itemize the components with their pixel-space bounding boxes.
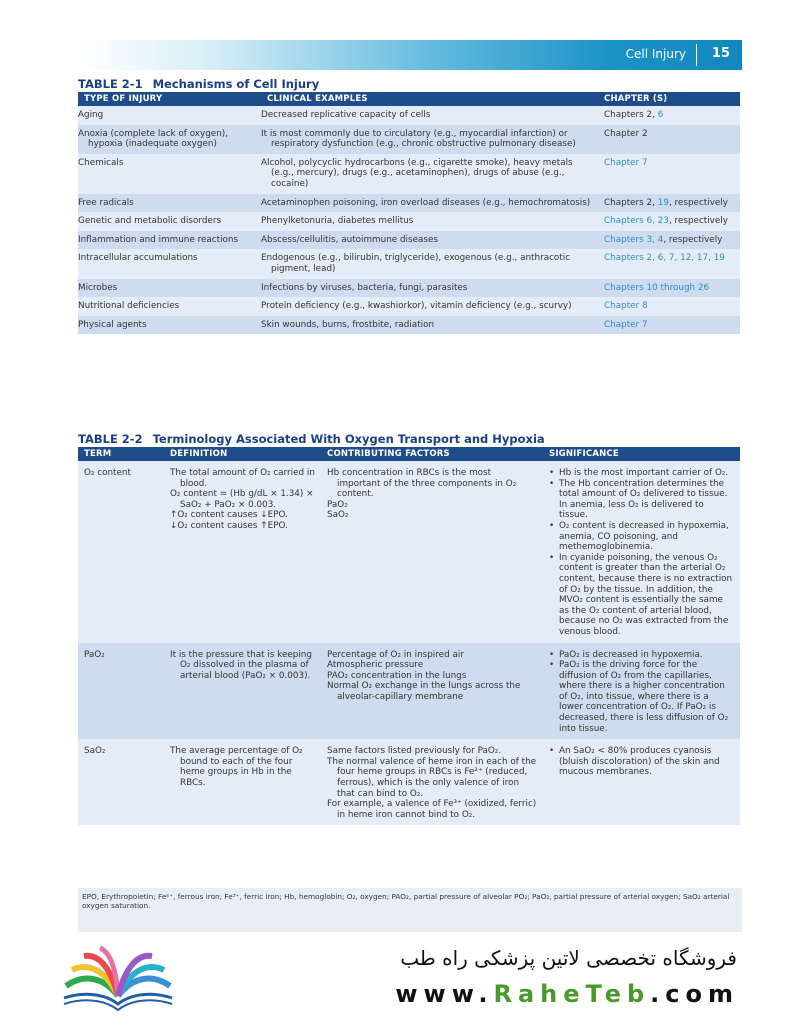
clinical-examples: Abscess/cellulitis, autoimmune diseases [261, 231, 598, 250]
chapter-ref [598, 249, 740, 278]
significance-item: • In cyanide poisoning, the venous O₂ content is greater than the arterial O₂ content, because there is no extraction of O₂ by the tissue. In addition, the MVO₂ content is essentially the same as the O₂ content of arterial blood, because no O₂ was extracted from the venous blood. [549, 553, 734, 638]
chapter-prefix: Chapter 2 [604, 128, 648, 139]
chapter-ref [598, 194, 740, 213]
clinical-examples: Decreased replicative capacity of cells [261, 106, 598, 125]
clinical-examples: Phenylketonuria, diabetes mellitus [261, 212, 598, 231]
significance-item: • PaO₂ is the driving force for the diffusion of O₂ from the capillaries, where there is a higher concentration of O₂, into tissue, where there is a lower concentration of O₂. If PaO₂ is decreased, there is less diffusion of O₂ into tissue. [549, 660, 734, 734]
chapter-link[interactable]: Chapter 7 [604, 157, 648, 168]
table-number: TABLE 2-1 [78, 77, 143, 91]
chapter-ref [598, 106, 740, 125]
injury-type: Anoxia (complete lack of oxygen), hypoxia (inadequate oxygen) [78, 125, 261, 154]
chapter-link[interactable]: 6 [657, 110, 664, 120]
significance [543, 739, 740, 825]
table-row [78, 461, 740, 643]
table-mechanisms-cell-injury [78, 76, 740, 334]
injury-type: Chemicals [78, 154, 261, 194]
column-header: CHAPTER (S) [598, 92, 740, 106]
chapter-suffix: , respectively [668, 216, 728, 227]
chapter-ref [598, 316, 740, 335]
column-header: DEFINITION [164, 447, 321, 461]
table-row [78, 231, 740, 250]
contributing-factors [321, 461, 543, 643]
injury-type: Physical agents [78, 316, 261, 335]
factor-line: PAO₂ concentration in the lungs [327, 670, 467, 681]
factor-line: For example, a valence of Fe³⁺ (oxidized, ferric) in heme iron cannot bind to O₂. [327, 799, 537, 820]
definition [164, 739, 321, 825]
chapter-prefix: Chapters 2, [604, 110, 658, 120]
table-row [78, 297, 740, 316]
table-row [78, 249, 740, 278]
chapter-title: Cell Injury [625, 47, 686, 61]
shop-url[interactable] [395, 980, 739, 1008]
table-row [78, 106, 740, 125]
factor-line: Atmospheric pressure [327, 660, 424, 671]
chapter-suffix: , respectively [668, 197, 728, 208]
injury-type: Aging [78, 106, 261, 125]
table-number: TABLE 2-2 [78, 432, 143, 446]
factor-line: Same factors listed previously for PaO₂. [327, 746, 502, 757]
definition-line: ↓O₂ content causes ↑EPO. [170, 520, 288, 531]
significance-item: • An SaO₂ < 80% produces cyanosis (bluish discoloration) of the skin and mucous membranes. [549, 746, 734, 778]
definition [164, 643, 321, 740]
table-row [78, 279, 740, 298]
chapter-ref [598, 212, 740, 231]
definition-line: The average percentage of O₂ bound to each of the four heme groups in Hb in the RBCs. [170, 746, 303, 789]
chapter-suffix: , respectively [663, 234, 723, 245]
shop-name: فروشگاه تخصصی لاتین پزشکی راه طب [400, 946, 737, 970]
significance-list [549, 468, 734, 638]
significance [543, 643, 740, 740]
clinical-examples: Skin wounds, burns, frostbite, radiation [261, 316, 598, 335]
injury-type: Intracellular accumulations [78, 249, 261, 278]
term: SaO₂ [78, 739, 164, 825]
factor-line: Normal O₂ exchange in the lungs across the alveolar-capillary membrane [327, 681, 521, 702]
chapter-ref [598, 154, 740, 194]
significance-item: • PaO₂ is decreased in hypoxemia. [549, 650, 734, 661]
factor-line: The normal valence of heme iron in each of the four heme groups in RBCs is Fe²⁺ (reduced, ferrous), which is the only valence of iron that can bind to O₂. [327, 756, 537, 799]
column-header: CONTRIBUTING FACTORS [321, 447, 543, 461]
table-caption: Terminology Associated With Oxygen Transport and Hypoxia [152, 432, 545, 446]
chapter-link[interactable]: Chapter 8 [604, 301, 648, 312]
url-brand: RaheTeb [493, 980, 651, 1008]
url-suffix: .com [650, 980, 739, 1008]
column-header: CLINICAL EXAMPLES [261, 92, 598, 106]
table-row [78, 739, 740, 825]
page-number: 15 [711, 46, 730, 61]
definition-line: It is the pressure that is keeping O₂ dissolved in the plasma of arterial blood (PaO₂ × 0.003). [170, 649, 312, 681]
clinical-examples: Alcohol, polycyclic hydrocarbons (e.g., cigarette smoke), heavy metals (e.g., mercury), drugs (e.g., acetaminophen), drugs of abuse (e.g., cocaine) [261, 154, 598, 194]
clinical-examples: Protein deficiency (e.g., kwashiorkor), vitamin deficiency (e.g., scurvy) [261, 297, 598, 316]
column-header: TERM [78, 447, 164, 461]
definition-line: The total amount of O₂ carried in blood. [170, 468, 315, 489]
chapter-ref [598, 297, 740, 316]
clinical-examples: It is most commonly due to circulatory (e.g., myocardial infarction) or respiratory dysfunction (e.g., chronic obstructive pulmonary disease) [261, 125, 598, 154]
chapter-link[interactable]: Chapters 2, 6, 7, 12, 17, 19 [604, 253, 725, 264]
significance-item: • O₂ content is decreased in hypoxemia, anemia, CO poisoning, and methemoglobinemia. [549, 521, 734, 553]
injury-type: Nutritional deficiencies [78, 297, 261, 316]
table-row [78, 212, 740, 231]
url-prefix: www. [395, 980, 494, 1008]
table-oxygen-transport [78, 431, 740, 825]
clinical-examples: Acetaminophen poisoning, iron overload diseases (e.g., hemochromatosis) [261, 194, 598, 213]
table-title [78, 76, 740, 92]
factor-line: SaO₂ [327, 510, 349, 521]
injury-type: Genetic and metabolic disorders [78, 212, 261, 231]
column-header: SIGNIFICANCE [543, 447, 740, 461]
table-caption: Mechanisms of Cell Injury [152, 77, 320, 91]
table-row [78, 643, 740, 740]
book-logo-icon [58, 946, 178, 1012]
clinical-examples: Infections by viruses, bacteria, fungi, parasites [261, 279, 598, 298]
chapter-prefix: Chapters 2, [604, 197, 658, 208]
chapter-link[interactable]: 19 [657, 197, 669, 208]
significance-list [549, 746, 734, 778]
table-row [78, 154, 740, 194]
term: PaO₂ [78, 643, 164, 740]
header-divider [696, 44, 697, 66]
factor-line: Percentage of O₂ in inspired air [327, 649, 464, 660]
factor-line: PaO₂ [327, 499, 348, 510]
chapter-ref [598, 279, 740, 298]
significance-item: • Hb is the most important carrier of O₂. [549, 468, 734, 479]
table-title [78, 431, 740, 447]
factor-line: Hb concentration in RBCs is the most important of the three components in O₂ content. [327, 468, 517, 500]
chapter-ref [598, 231, 740, 250]
column-header: TYPE OF INJURY [78, 92, 261, 106]
significance [543, 461, 740, 643]
significance-list [549, 650, 734, 735]
table-footnote: EPO, Erythropoietin; Fe²⁺, ferrous iron; Fe³⁺, ferric iron; Hb, hemoglobin; O₂, oxygen; PAO₂, partial pressure of alveolar PO₂; PaO₂, partial pressure of arterial oxygen; SaO₂ arterial oxygen saturation. [78, 888, 742, 932]
injury-type: Free radicals [78, 194, 261, 213]
chapter-link[interactable]: Chapter 7 [604, 319, 648, 330]
definition-line: ↑O₂ content causes ↓EPO. [170, 510, 288, 521]
table-row [78, 316, 740, 335]
term: O₂ content [78, 461, 164, 643]
table-row [78, 194, 740, 213]
chapter-link[interactable]: Chapters 3, 4 [604, 234, 664, 245]
chapter-link[interactable]: Chapters 6, 23 [604, 216, 669, 227]
definition-line: O₂ content = (Hb g/dL × 1.34) × SaO₂ + PaO₂ × 0.003. [170, 489, 314, 510]
table-row [78, 125, 740, 154]
shop-banner [0, 936, 789, 1017]
chapter-ref [598, 125, 740, 154]
injury-type: Inflammation and immune reactions [78, 231, 261, 250]
injury-type: Microbes [78, 279, 261, 298]
contributing-factors [321, 739, 543, 825]
chapter-link[interactable]: Chapters 10 through 26 [604, 282, 710, 293]
definition [164, 461, 321, 643]
significance-item: • The Hb concentration determines the total amount of O₂ delivered to tissue. In anemia, less O₂ is delivered to tissue. [549, 479, 734, 521]
table-header-row [78, 92, 740, 106]
contributing-factors [321, 643, 543, 740]
page-header [78, 40, 742, 70]
clinical-examples: Endogenous (e.g., bilirubin, triglyceride), exogenous (e.g., anthracotic pigment, lead) [261, 249, 598, 278]
table-header-row [78, 447, 740, 461]
